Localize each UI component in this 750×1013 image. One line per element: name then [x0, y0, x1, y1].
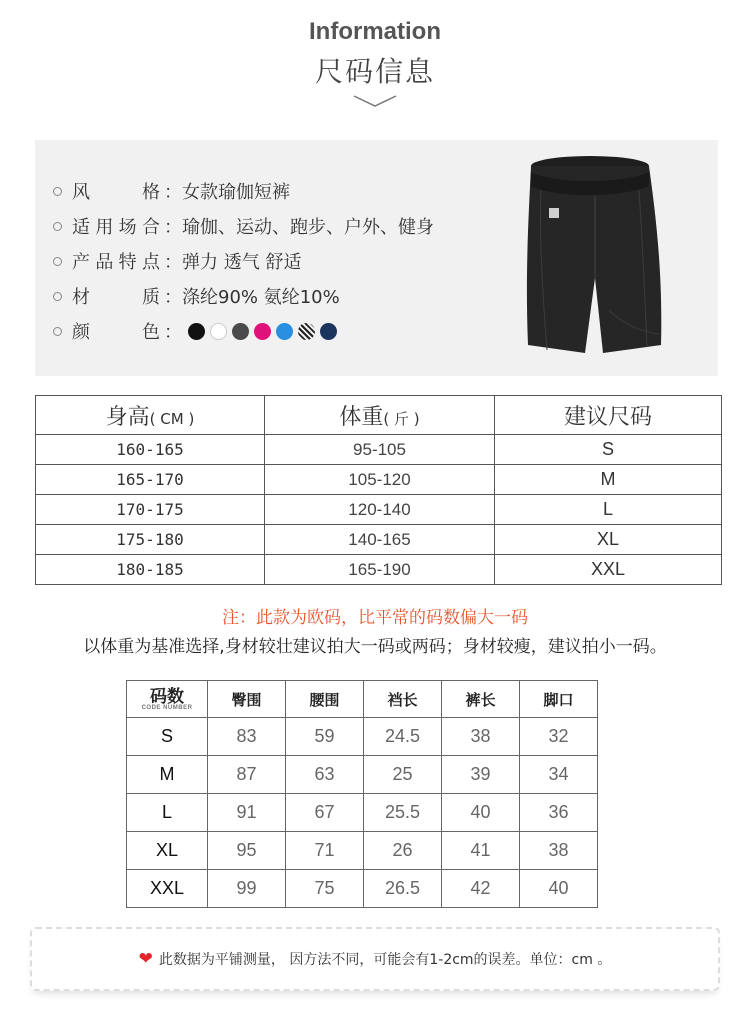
header-height: 身高( CM ): [36, 396, 265, 435]
info-label: 风格: [72, 182, 160, 203]
color-swatch-navy[interactable]: [320, 323, 337, 340]
header-hip: 臀围: [208, 681, 286, 718]
table-row: [127, 832, 598, 870]
value-cell: 75: [286, 870, 364, 908]
color-swatch-blue[interactable]: [276, 323, 293, 340]
info-row-style: 风格 ：女款瑜伽短裤: [53, 179, 290, 207]
title-cn: 尺码信息: [314, 55, 435, 88]
size-cell: L: [495, 495, 722, 525]
size-label: L: [127, 794, 208, 832]
color-swatch-black[interactable]: [188, 323, 205, 340]
info-value: 女款瑜伽短裤: [182, 182, 290, 203]
info-label: 适用场合: [72, 217, 160, 238]
color-swatch-white[interactable]: [210, 323, 227, 340]
value-cell: 87: [208, 756, 286, 794]
info-row-features: 产品特点 ：弹力 透气 舒适: [53, 249, 301, 277]
euro-size-note: 注：此款为欧码，比平常的码数偏大一码: [222, 608, 528, 628]
height-cell: 175-180: [36, 525, 265, 555]
color-swatch-striped[interactable]: [298, 323, 315, 340]
value-cell: 95: [208, 832, 286, 870]
weight-cell: 120-140: [265, 495, 495, 525]
header-waist: 腰围: [286, 681, 364, 718]
header-leg-opening: 脚口: [520, 681, 598, 718]
value-cell: 25.5: [364, 794, 442, 832]
value-cell: 71: [286, 832, 364, 870]
color-swatch-pink[interactable]: [254, 323, 271, 340]
value-cell: 67: [286, 794, 364, 832]
value-cell: 59: [286, 718, 364, 756]
weight-advice-note: 以体重为基准选择,身材较壮建议拍大一码或两码；身材较瘦，建议拍小一码。: [83, 637, 667, 657]
height-cell: 170-175: [36, 495, 265, 525]
color-swatch-gray[interactable]: [232, 323, 249, 340]
size-label: XL: [127, 832, 208, 870]
value-cell: 32: [520, 718, 598, 756]
table-row: [127, 718, 598, 756]
info-row-material: 材质 ：涤纶90% 氨纶10%: [53, 284, 340, 312]
header-rise: 裆长: [364, 681, 442, 718]
disclaimer-text: 此数据为平铺测量， 因方法不同，可能会有1-2cm的误差。单位：cm 。: [158, 952, 612, 968]
size-recommend-table: [35, 395, 722, 585]
size-cell: S: [495, 435, 722, 465]
value-cell: 63: [286, 756, 364, 794]
weight-cell: 140-165: [265, 525, 495, 555]
value-cell: 40: [442, 794, 520, 832]
bullet-icon: [53, 187, 62, 196]
table-row: [127, 794, 598, 832]
bullet-icon: [53, 327, 62, 336]
info-value: 瑜伽、运动、跑步、户外、健身: [182, 217, 434, 238]
weight-cell: 95-105: [265, 435, 495, 465]
value-cell: 24.5: [364, 718, 442, 756]
value-cell: 99: [208, 870, 286, 908]
chevron-down-icon: [353, 94, 397, 108]
info-label: 颜色: [72, 322, 160, 343]
value-cell: 26: [364, 832, 442, 870]
info-label: 产品特点: [72, 252, 160, 273]
code-header: 码数 CODE NUMBER: [127, 681, 208, 718]
table-row: [36, 435, 722, 465]
color-swatches: [188, 317, 342, 345]
info-row-occasion: 适用场合 ：瑜伽、运动、跑步、户外、健身: [53, 214, 434, 242]
bullet-icon: [53, 257, 62, 266]
value-cell: 41: [442, 832, 520, 870]
value-cell: 36: [520, 794, 598, 832]
height-cell: 165-170: [36, 465, 265, 495]
height-cell: 160-165: [36, 435, 265, 465]
heart-icon: ❤: [138, 949, 153, 969]
value-cell: 91: [208, 794, 286, 832]
size-cell: XXL: [495, 555, 722, 585]
table-row: [127, 870, 598, 908]
header-size: 建议尺码: [495, 396, 722, 435]
table-row: [36, 555, 722, 585]
size-cell: XL: [495, 525, 722, 555]
size-label: S: [127, 718, 208, 756]
measurement-table: [126, 680, 598, 908]
bullet-icon: [53, 292, 62, 301]
product-info-panel: [35, 140, 718, 376]
value-cell: 40: [520, 870, 598, 908]
value-cell: 25: [364, 756, 442, 794]
value-cell: 34: [520, 756, 598, 794]
bullet-icon: [53, 222, 62, 231]
header-length: 裤长: [442, 681, 520, 718]
value-cell: 38: [520, 832, 598, 870]
info-value: 弹力 透气 舒适: [182, 252, 302, 273]
table-row: [36, 525, 722, 555]
info-value: 涤纶90% 氨纶10%: [182, 287, 340, 308]
value-cell: 83: [208, 718, 286, 756]
info-label: 材质: [72, 287, 160, 308]
table-row: [36, 495, 722, 525]
value-cell: 42: [442, 870, 520, 908]
size-cell: M: [495, 465, 722, 495]
value-cell: 26.5: [364, 870, 442, 908]
product-shorts-image: [513, 150, 673, 370]
weight-cell: 165-190: [265, 555, 495, 585]
weight-cell: 105-120: [265, 465, 495, 495]
size-label: XXL: [127, 870, 208, 908]
measurement-disclaimer: [30, 927, 720, 991]
header-weight: 体重( 斤 ): [265, 396, 495, 435]
table-row: [127, 756, 598, 794]
info-row-color: 颜色 ：: [53, 319, 342, 347]
size-label: M: [127, 756, 208, 794]
height-cell: 180-185: [36, 555, 265, 585]
value-cell: 38: [442, 718, 520, 756]
value-cell: 39: [442, 756, 520, 794]
title-en: Information: [309, 18, 441, 45]
table-row: [36, 465, 722, 495]
